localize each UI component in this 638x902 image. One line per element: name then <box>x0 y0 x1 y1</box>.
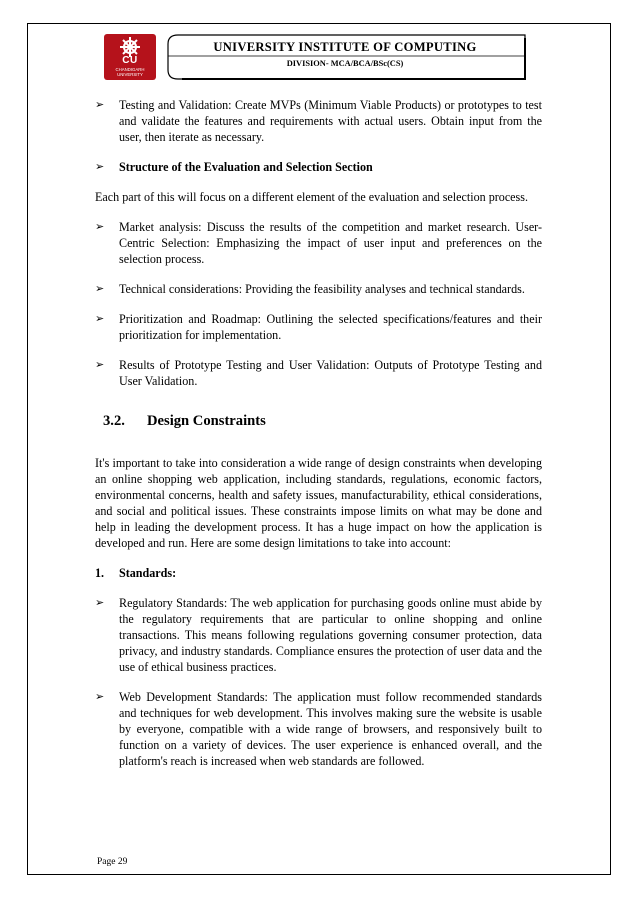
university-logo <box>104 34 156 80</box>
logo-cu-text: CU <box>122 55 138 66</box>
bullet-structure-heading: ➢ Structure of the Evaluation and Selection Section <box>95 159 542 175</box>
header-banner <box>162 34 528 80</box>
item-number: 1. <box>95 566 105 580</box>
paragraph-design-constraints: It's important to take into consideration a wide range of design constraints when developing an online shopping web application, including standards, regulations, economic factors, environmental concerns, health and safety issues, manufacturability, ethical considerations, and social and political issues. These constraints impose limits on what may be done and help in leading the development process. It has a huge impact on how the application is developed and run. Here are some design limitations to take into account: <box>95 456 542 550</box>
bullet-technical-considerations: ➢ Technical considerations: Providing the feasibility analyses and technical standards. <box>95 281 542 297</box>
section-heading <box>103 413 542 429</box>
section-title: Design Constraints <box>147 413 266 429</box>
page-header <box>104 34 528 80</box>
header-title: UNIVERSITY INSTITUTE OF COMPUTING <box>213 40 477 54</box>
bullet-market-analysis: ➢ Market analysis: Discuss the results of the competition and market research. User-Centric Selection: Emphasizing the impact of user input and preferences on the selection process. <box>95 219 542 267</box>
numbered-heading-standards <box>95 565 542 581</box>
bullet-testing-validation: ➢ Testing and Validation: Create MVPs (Minimum Viable Products) or prototypes to test and validate the features and requirements with actual users. Obtain input from the user, then iterate as necessary. <box>95 97 542 145</box>
bullet-web-development-standards: ➢ Web Development Standards: The application must follow recommended standards and techniques for web development. This involves making sure the website is usable by everyone, compatible with a wide range of browsers, and responsively built to function on a variety of devices. The user experience is enhanced overall, and the platform's reach is increased when web standards are followed. <box>95 689 542 769</box>
bullet-regulatory-standards: ➢ Regulatory Standards: The web application for purchasing goods online must abide by the regulatory requirements that are particular to online shopping and online transactions. This means following regulations governing consumer protection, data privacy, and industry standards. Compliance ensures the protection of user data and the use of ethical business practices. <box>95 595 542 675</box>
logo-sub-line-2: UNIVERSITY <box>117 72 143 77</box>
logo-sub-line-1: CHANDIGARH <box>115 67 145 72</box>
bullet-prioritization-roadmap: ➢ Prioritization and Roadmap: Outlining the selected specifications/features and their prioritization for implementation. <box>95 311 542 343</box>
item-title: Standards: <box>119 566 177 580</box>
header-subtitle: DIVISION- MCA/BCA/BSc(CS) <box>286 59 404 68</box>
section-number: 3.2. <box>103 413 125 429</box>
bullet-prototype-results: ➢ Results of Prototype Testing and User Validation: Outputs of Prototype Testing and User Validation. <box>95 357 542 389</box>
page-content <box>95 97 542 783</box>
paragraph-evaluation-intro: Each part of this will focus on a different element of the evaluation and selection process. <box>95 190 528 204</box>
page-number: Page 29 <box>97 857 128 867</box>
